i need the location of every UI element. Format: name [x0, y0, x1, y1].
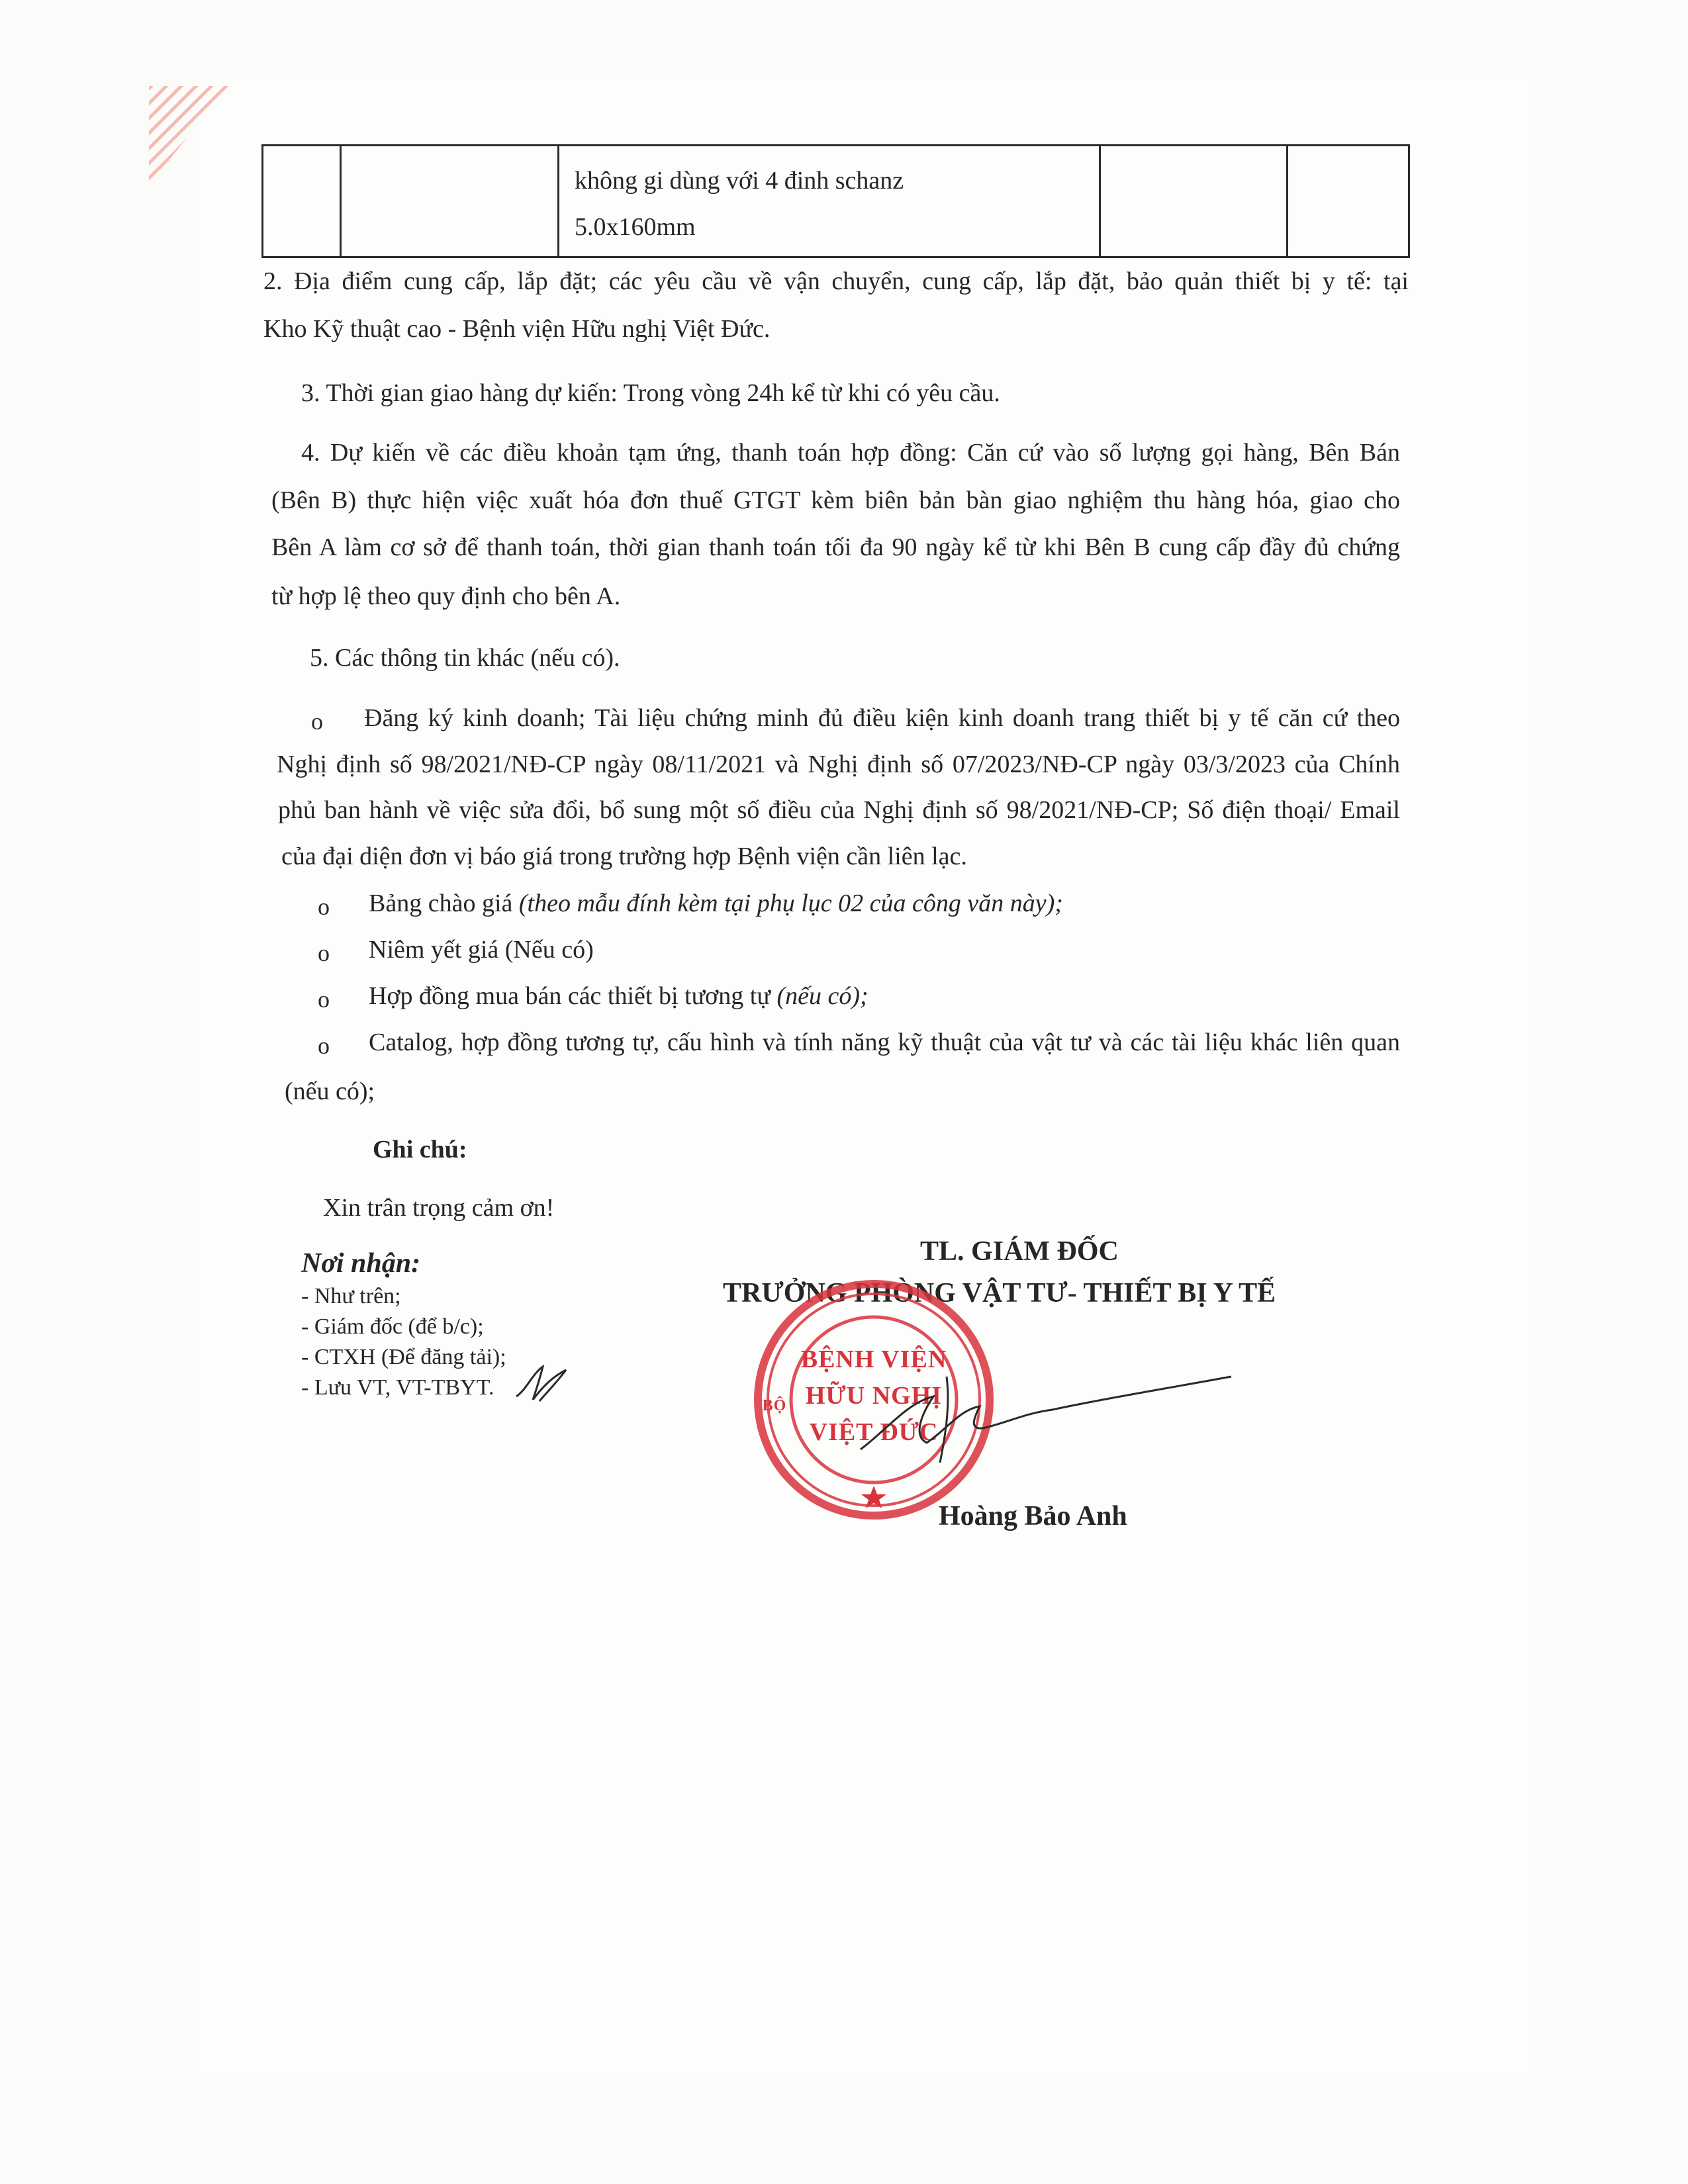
stamp-line-2: HỮU NGHỊ [805, 1382, 943, 1410]
table-cell-line: không gi dùng với 4 đinh schanz [575, 167, 904, 195]
stamp-line-1: BỆNH VIỆN [800, 1345, 947, 1373]
section-4-line-4: từ hợp lệ theo quy định cho bên A. [271, 582, 621, 610]
section-4-line-2: (Bên B) thực hiện việc xuất hóa đơn thuế GTGT kèm biên bản bàn giao nghiệm thu hàng hóa, giao cho [271, 486, 1400, 514]
section-3-line-1: 3. Thời gian giao hàng dự kiến: Trong vòng 24h kể từ khi có yêu cầu. [301, 379, 1000, 407]
recipient-item: - Giám đốc (để b/c); [301, 1314, 484, 1339]
bullet-symbol: o [318, 986, 330, 1013]
signature-title-1: TL. GIÁM ĐỐC [920, 1236, 1119, 1267]
bullet-1-line-2: Nghị định số 98/2021/NĐ-CP ngày 08/11/2021 và Nghị định số 07/2023/NĐ-CP ngày 03/3/2023 của Chính [277, 751, 1400, 778]
bullet-5-line-2: (nếu có); [285, 1077, 375, 1105]
section-2-line-2: Kho Kỹ thuật cao - Bệnh viện Hữu nghị Việt Đức. [263, 315, 771, 343]
bullet-3: Niêm yết giá (Nếu có) [369, 936, 594, 964]
table-cell-line: 5.0x160mm [575, 213, 696, 241]
thanks-text: Xin trân trọng cảm ơn! [323, 1194, 555, 1222]
signature-title-2: TRƯỞNG PHÒNG VẬT TƯ- THIẾT BỊ Y TẾ [723, 1278, 1276, 1308]
items-table-fragment [261, 144, 1410, 258]
recipient-item: - CTXH (Để đăng tải); [301, 1345, 506, 1369]
recipient-item: - Như trên; [301, 1284, 401, 1308]
bullet-2-text: Bảng chào giá [369, 889, 519, 917]
initials-mark [513, 1360, 573, 1406]
handwritten-signature [847, 1350, 1244, 1482]
recipient-item: - Lưu VT, VT-TBYT. [301, 1375, 494, 1400]
recipients-heading: Nơi nhận: [301, 1248, 421, 1279]
bullet-2 [369, 891, 1063, 916]
bullet-symbol: o [318, 940, 330, 966]
bullet-symbol: o [318, 893, 330, 920]
section-2-line-1: 2. Địa điểm cung cấp, lắp đặt; các yêu cầu về vận chuyển, cung cấp, lắp đặt, bảo quản thiết bị y tế: tại [263, 267, 1409, 295]
bullet-1-line-1: Đăng ký kinh doanh; Tài liệu chứng minh đủ điều kiện kinh doanh trang thiết bị y tế căn cứ theo [364, 704, 1400, 732]
bullet-2-italic: (theo mẫu đính kèm tại phụ lục 02 của công văn này); [518, 889, 1063, 917]
recipients-block [301, 1250, 506, 1403]
stamp-line-3: VIỆT ĐỨC [809, 1418, 939, 1446]
stamp-side-text: BỘ [762, 1397, 787, 1414]
section-5-line-1: 5. Các thông tin khác (nếu có). [310, 644, 620, 672]
table-cell-description [575, 158, 904, 250]
signer-name: Hoàng Bảo Anh [939, 1501, 1127, 1531]
section-4-line-1: 4. Dự kiến về các điều khoản tạm ứng, thanh toán hợp đồng: Căn cứ vào số lượng gọi hàng, Bên Bán [301, 439, 1400, 467]
bullet-4-text: Hợp đồng mua bán các thiết bị tương tự [369, 982, 777, 1010]
section-4-line-3: Bên A làm cơ sở để thanh toán, thời gian thanh toán tối đa 90 ngày kể từ khi Bên B cung cấp đầy đủ chứng [271, 533, 1400, 561]
note-label: Ghi chú: [373, 1136, 467, 1163]
bullet-4-italic: (nếu có); [776, 982, 868, 1010]
bullet-4 [369, 983, 868, 1009]
bullet-5-line-1: Catalog, hợp đồng tương tự, cấu hình và tính năng kỹ thuật của vật tư và các tài liệu khác liên quan [369, 1028, 1400, 1056]
bullet-symbol: o [311, 708, 323, 735]
bullet-1-line-3: phủ ban hành về việc sửa đổi, bổ sung một số điều của Nghị định số 98/2021/NĐ-CP; Số điện thoại/ Email [278, 796, 1400, 824]
bullet-1-line-4: của đại diện đơn vị báo giá trong trường hợp Bệnh viện cần liên lạc. [281, 842, 967, 870]
bullet-symbol: o [318, 1032, 330, 1059]
